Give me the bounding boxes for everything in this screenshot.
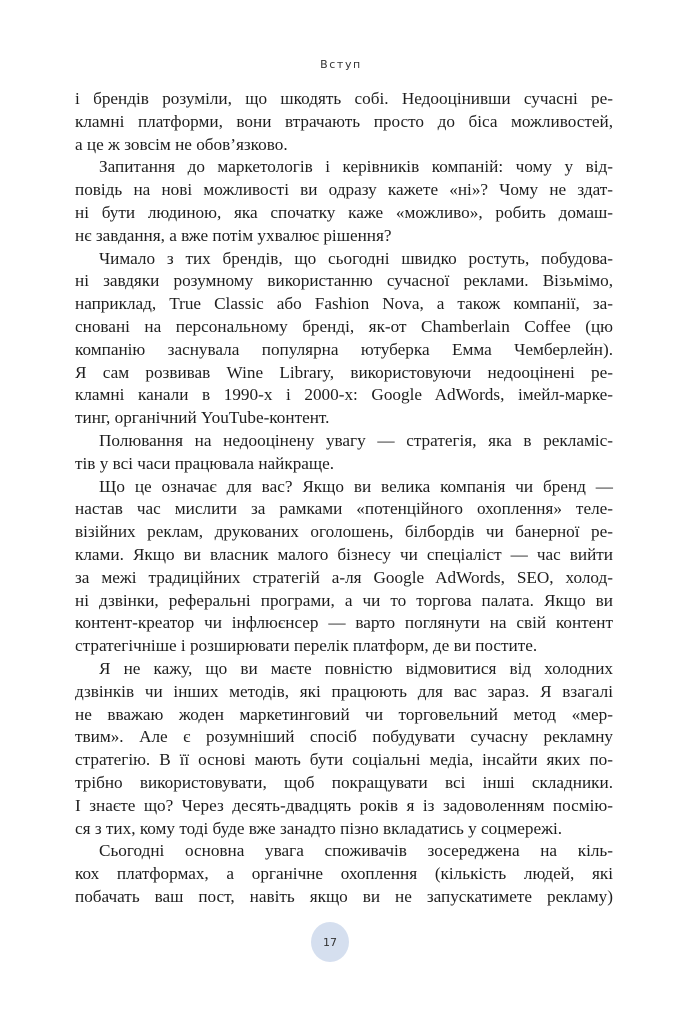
text-line: візійних реклам, друкованих оголошень, білбордів чи банерної ре-: [75, 522, 613, 542]
text-line: Полювання на недооцінену увагу — стратегія, яка в рекламіс-: [99, 430, 613, 450]
text-line: не вважаю жоден маркетинговий чи торговельний метод «мер-: [75, 704, 613, 724]
text-line: компанію заснувала популярна ютуберка Емма Чемберлейн).: [75, 339, 613, 359]
running-header: Вступ: [320, 58, 362, 71]
text-line: Чимало з тих брендів, що сьогодні швидко ростуть, побудова-: [99, 248, 613, 268]
page-number-badge: [311, 922, 349, 962]
text-line: І знаєте що? Через десять-двадцять років я із задоволенням посмію-: [75, 795, 613, 815]
text-line: ні бути людиною, яка спочатку каже «можливо», робить домаш-: [75, 202, 613, 222]
text-line: Що це означає для вас? Якщо ви велика компанія чи бренд —: [99, 476, 613, 496]
body-text: [75, 88, 613, 909]
text-line: кох платформах, а органічне охоплення (кількість людей, які: [75, 864, 613, 884]
paragraph: [75, 430, 613, 476]
text-line: клами. Якщо ви власник малого бізнесу чи спеціаліст — час вийти: [75, 544, 613, 564]
text-line: кламні платформи, вони втрачають просто до біса можливостей,: [75, 111, 613, 131]
text-line: Я не кажу, що ви маєте повністю відмовитися від холодних: [99, 658, 613, 678]
text-line: твим». Але є розумніший спосіб побудувати сучасну рекламну: [75, 727, 613, 747]
text-line: і брендів розуміли, що шкодять собі. Недооцінивши сучасні ре-: [75, 89, 613, 108]
text-line: тів у всі часи працювала найкраще.: [75, 453, 335, 473]
text-line: наприклад, True Classic або Fashion Nova, а також компанії, за-: [75, 294, 613, 314]
text-line: ні завдяки розумному використанню сучасної реклами. Візьмімо,: [75, 271, 613, 291]
text-line: дзвінків чи інших методів, які працюють для вас зараз. Я взагалі: [75, 681, 613, 701]
text-line: побачать ваш пост, навіть якщо ви не запускатимете рекламу): [75, 886, 613, 906]
text-line: стратегічніше і розширювати перелік платформ, де ви постите.: [75, 636, 538, 656]
text-line: кламні канали в 1990-х і 2000-х: Google AdWords, імейл-марке-: [75, 385, 613, 405]
paragraph: [75, 248, 613, 430]
paragraph: [75, 658, 613, 840]
text-line: настав час мислити за рамками «потенційного охоплення» теле-: [75, 499, 613, 519]
paragraph: [75, 88, 613, 156]
text-line: повідь на нові можливості ви одразу кажете «ні»? Чому не здат-: [75, 180, 613, 200]
page-number: 17: [323, 935, 337, 949]
text-line: трібно використовувати, щоб покращувати всі інші складники.: [75, 772, 613, 792]
text-line: ні дзвінки, реферальні програми, а чи то торгова палата. Якщо ви: [75, 590, 613, 610]
paragraph: [75, 156, 613, 247]
text-line: нє завдання, а вже потім ухвалює рішення?: [75, 225, 392, 245]
text-line: Я сам розвивав Wine Library, використовуючи недооцінені ре-: [75, 362, 613, 382]
text-line: за межі традиційних стратегій а-ля Google AdWords, SEO, холод-: [75, 567, 613, 587]
paragraph: [75, 840, 613, 908]
text-line: тинг, органічний YouTube-контент.: [75, 408, 330, 428]
text-line: Запитання до маркетологів і керівників компаній: чому у від-: [99, 157, 613, 177]
text-line: Сьогодні основна увага споживачів зосереджена на кіль-: [99, 841, 613, 861]
text-line: контент-креатор чи інфлюєнсер — варто поглянути на свій контент: [75, 613, 613, 633]
paragraph: [75, 476, 613, 658]
text-line: ся з тих, кому тоді буде вже занадто пізно вкладатись у соцмережі.: [75, 818, 563, 838]
text-line: сновані на персональному бренді, як-от Chamberlain Coffee (цю: [75, 316, 613, 336]
text-line: а це ж зовсім не обов’язково.: [75, 134, 288, 154]
text-line: стратегію. В її основі мають бути соціальні медіа, інсайти яких по-: [75, 750, 613, 770]
